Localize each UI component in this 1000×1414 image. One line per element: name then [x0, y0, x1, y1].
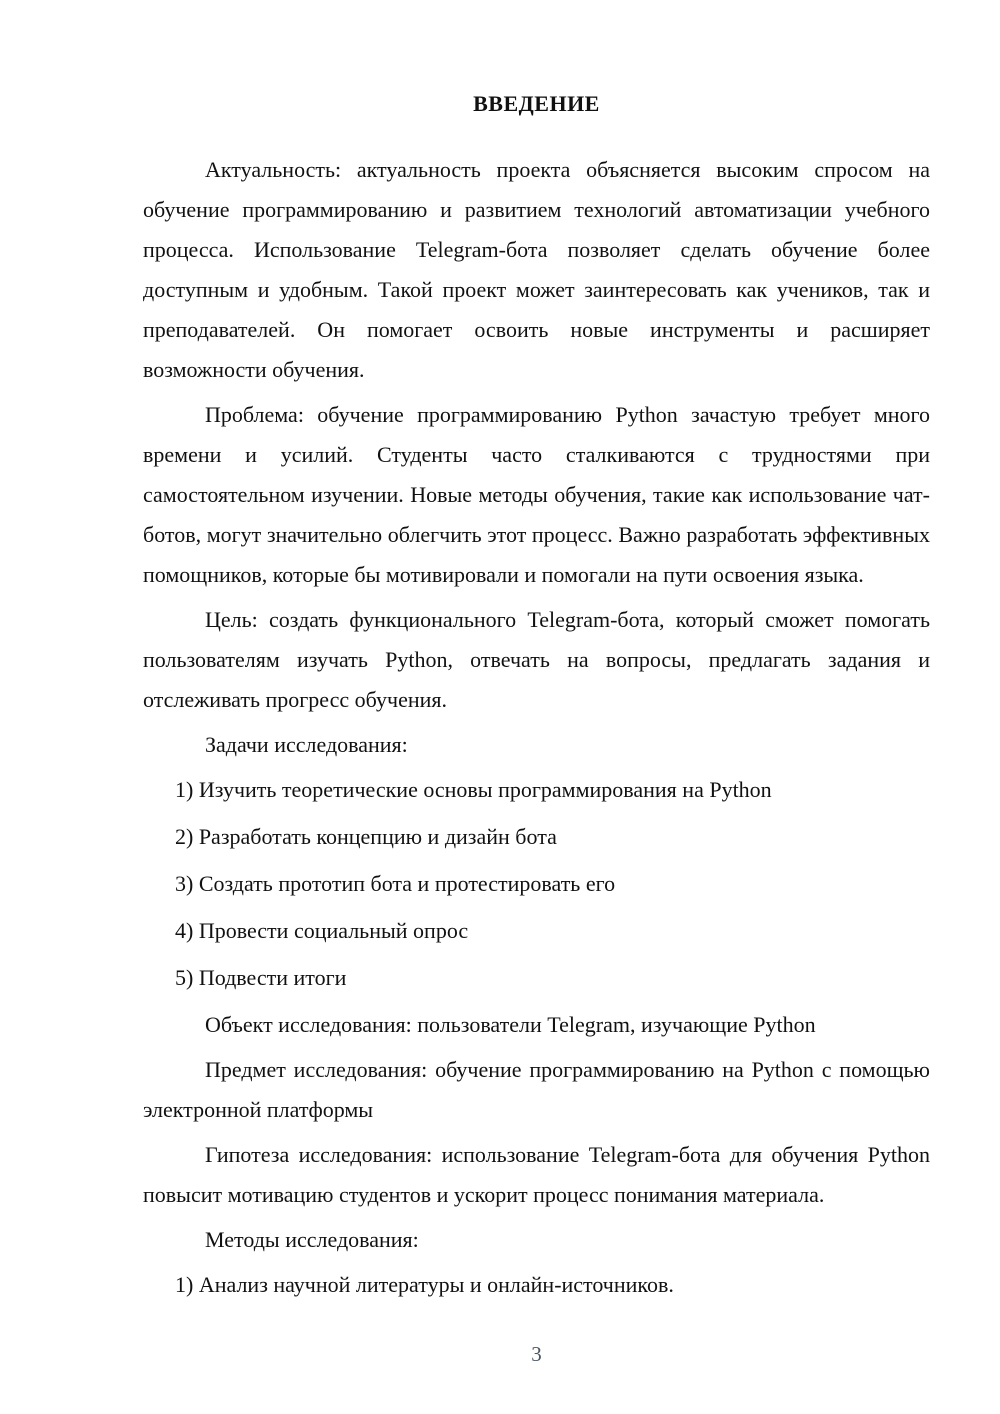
methods-heading: Методы исследования:	[205, 1227, 419, 1252]
page-number: 3	[531, 1342, 542, 1366]
tasks-heading: Задачи исследования:	[205, 732, 408, 757]
method-item-1: 1) Анализ научной литературы и онлайн-источников.	[175, 1272, 674, 1297]
task-item-1: 1) Изучить теоретические основы программирования на Python	[175, 777, 772, 802]
task-item-5: 5) Подвести итоги	[175, 965, 347, 990]
task-item-4: 4) Провести социальный опрос	[175, 918, 469, 943]
paragraph-hypothesis: Гипотеза исследования: использование Telegram-бота для обучения Python повысит мотивацию студентов и ускорит процесс понимания материала.	[143, 1142, 930, 1207]
paragraph-object: Объект исследования: пользователи Telegram, изучающие Python	[205, 1012, 816, 1037]
document-title: ВВЕДЕНИЕ	[473, 91, 600, 116]
task-item-3: 3) Создать прототип бота и протестировать его	[175, 871, 616, 896]
task-item-2: 2) Разработать концепцию и дизайн бота	[175, 824, 557, 849]
paragraph-goal: Цель: создать функционального Telegram-бота, который сможет помогать пользователям изучать Python, отвечать на вопросы, предлагать задания и отслеживать прогресс обучения.	[143, 607, 930, 712]
paragraph-problem: Проблема: обучение программированию Python зачастую требует много времени и усилий. Студенты часто сталкиваются с трудностями при самостоятельном изучении. Новые методы обучения, такие как использование чат-ботов, могут значительно облегчить этот процесс. Важно разработать эффективных помощников, которые бы мотивировали и помогали на пути освоения языка.	[143, 402, 930, 587]
paragraph-subject: Предмет исследования: обучение программированию на Python с помощью электронной платформы	[143, 1057, 930, 1122]
paragraph-relevance: Актуальность: актуальность проекта объясняется высоким спросом на обучение программированию и развитием технологий автоматизации учебного процесса. Использование Telegram-бота позволяет сделать обучение более доступным и удобным. Такой проект может заинтересовать как учеников, так и преподавателей. Он помогает освоить новые инструменты и расширяет возможности обучения.	[143, 157, 930, 382]
